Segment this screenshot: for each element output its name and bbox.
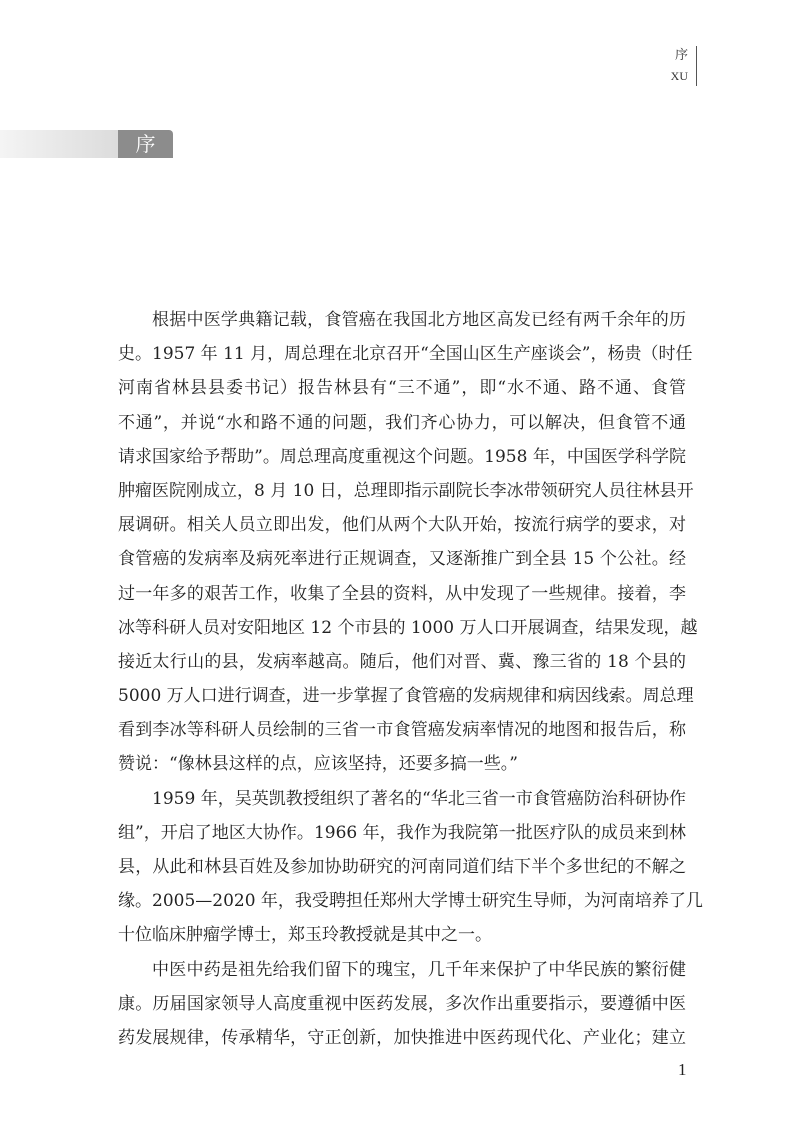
text-line: 组”，开启了地区大协作。1966 年，我作为我院第一批医疗队的成员来到林 (118, 822, 686, 843)
text-line: 1959 年，吴英凯教授组织了著名的“华北三省一市食管癌防治科研协作 (152, 788, 686, 809)
text-line: 根据中医学典籍记载，食管癌在我国北方地区高发已经有两千余年的历 (152, 310, 686, 330)
text-line: 十位临床肿瘤学博士，郑玉玲教授就是其中之一。 (118, 925, 492, 946)
text-line: 康。历届国家领导人高度重视中医药发展，多次作出重要指示，要遵循中医 (118, 993, 686, 1014)
text-line: 缘。2005—2020 年，我受聘担任郑州大学博士研究生导师，为河南培养了几 (118, 891, 703, 912)
banner-gradient (0, 130, 118, 158)
text-line: 史。1957 年 11 月，周总理在北京召开“全国山区生产座谈会”，杨贵（时任 (118, 344, 693, 365)
text-line: 展调研。相关人员立即出发，他们从两个大队开始，按流行病学的要求，对 (118, 515, 686, 536)
text-line: 冰等科研人员对安阳地区 12 个市县的 1000 万人口开展调查，结果发现，越 (118, 617, 698, 638)
section-banner (0, 130, 173, 158)
text-line: 看到李冰等科研人员绘制的三省一市食管癌发病率情况的地图和报告后，称 (118, 720, 686, 741)
page-number: 1 (678, 1060, 687, 1079)
paragraph (118, 782, 703, 953)
text-line: 5000 万人口进行调查，进一步掌握了食管癌的发病规律和病因线索。周总理 (118, 686, 694, 707)
text-line: 食管癌的发病率及病死率进行正规调查，又逐渐推广到全县 15 个公社。经 (118, 549, 686, 570)
text-line: 接近太行山的县，发病率越高。随后，他们对晋、冀、豫三省的 18 个县的 (118, 651, 686, 672)
body-text (118, 303, 703, 1055)
running-head (671, 46, 697, 86)
running-head-zh: 序 (674, 48, 688, 63)
text-line: 中医中药是祖先给我们留下的瑰宝，几千年来保护了中华民族的繁衍健 (152, 959, 686, 980)
paragraph (118, 953, 686, 1056)
text-line: 过一年多的艰苦工作，收集了全县的资料，从中发现了一些规律。接着，李 (118, 583, 686, 604)
text-line: 请求国家给予帮助”。周总理高度重视这个问题。1958 年，中国医学科学院 (118, 446, 686, 467)
text-line: 药发展规律，传承精华，守正创新，加快推进中医药现代化、产业化；建立 (118, 1027, 686, 1048)
paragraph (118, 303, 698, 782)
text-line: 赞说：“像林县这样的点，应该坚持，还要多搞一些。” (118, 754, 518, 775)
text-line: 不通”，并说“水和路不通的问题，我们齐心协力，可以解决，但食管不通 (118, 412, 686, 433)
running-head-en: XU (670, 69, 688, 83)
text-line: 河南省林县县委书记）报告林县有“三不通”，即“水不通、路不通、食管 (118, 378, 686, 399)
section-title: 序 (118, 130, 173, 158)
text-line: 肿瘤医院刚成立，8 月 10 日，总理即指示副院长李冰带领研究人员往林县开 (118, 480, 694, 501)
text-line: 县，从此和林县百姓及参加协助研究的河南同道们结下半个多世纪的不解之 (118, 857, 686, 877)
